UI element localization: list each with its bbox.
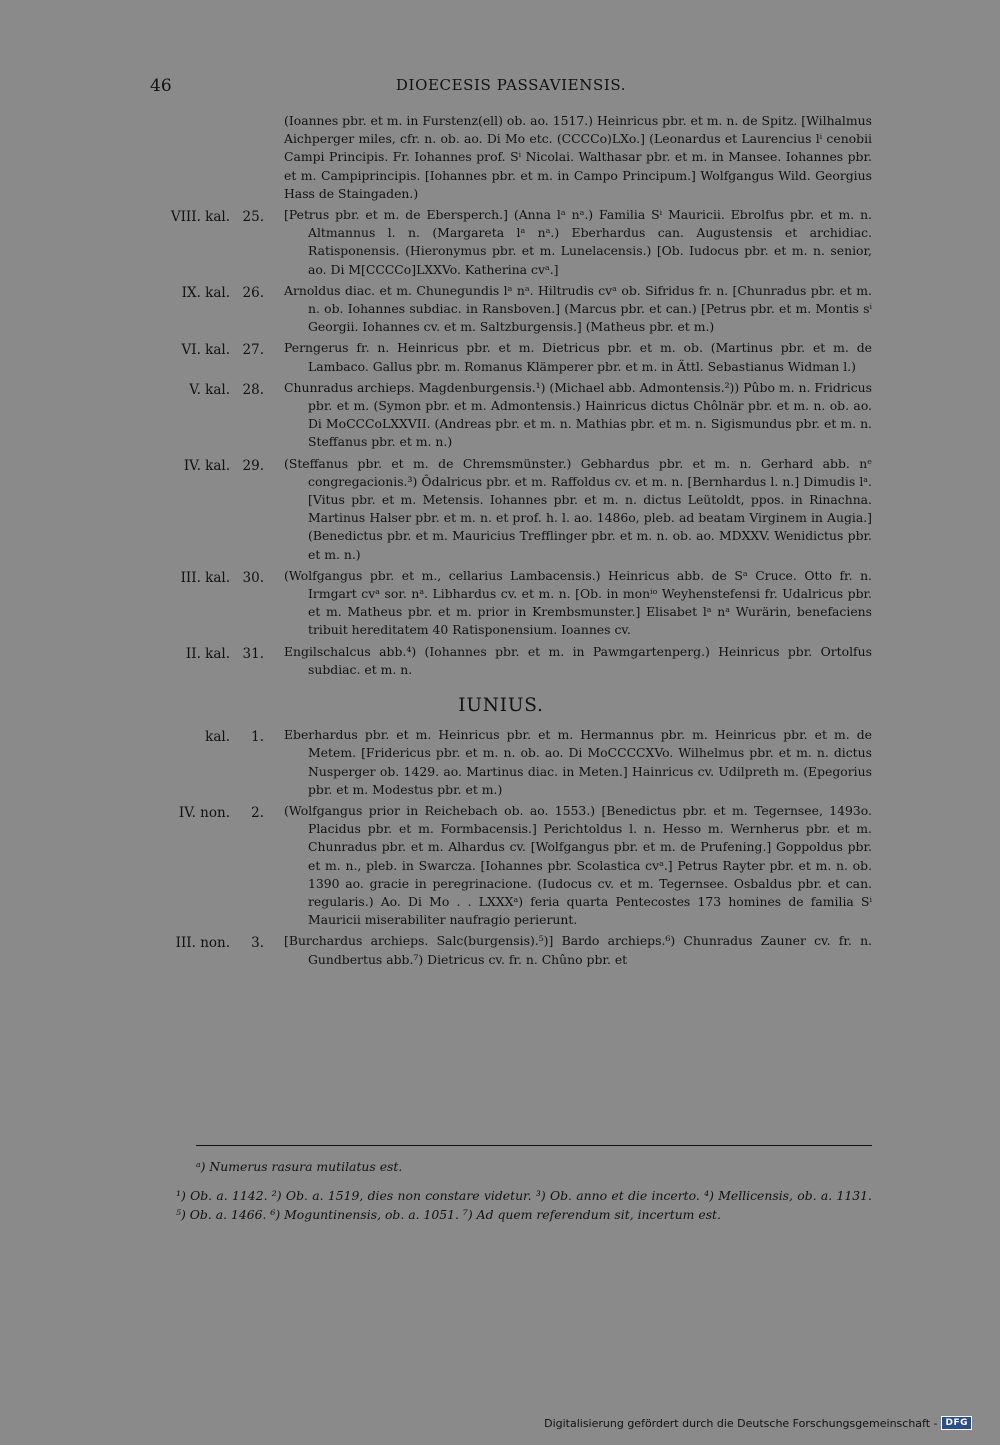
entry-day: 29. [242, 457, 264, 474]
credit-text: Digitalisierung gefördert durch die Deutsche Forschungsgemeinschaft - [544, 1416, 938, 1430]
entry-date: IV. kal. [183, 457, 230, 474]
digitization-credit [544, 1415, 972, 1431]
entry-date: V. kal. [189, 381, 230, 398]
page-header [150, 76, 872, 100]
entry-date: II. kal. [185, 645, 230, 662]
may-entries [130, 112, 872, 679]
entry-day: 3. [251, 935, 264, 952]
entry-text: [Petrus pbr. et m. de Ebersperch.] (Anna lᵃ nᵃ.) Familia Sⁱ Mauricii. Ebrolfus pbr. et m. n. Altmannus l. n. (Margareta lᵃ nᵃ.) Eberhardus can. Augustensis et archidiac. Ratisponensis. (Hieronymus pbr. et m. Lunelacensis.) [Ob. Iudocus pbr. et m. n. senior, ao. Di M[CCCCo]LXXVo. Katherina cvᵃ.] [284, 207, 872, 277]
calendar-entry [130, 802, 872, 929]
footnotes: ¹) Ob. a. 1142. ²) Ob. a. 1519, dies non constare videtur. ³) Ob. anno et die incerto. ⁴) Mellicensis, ob. a. 1131. ⁵) Ob. a. 1466. ⁶) Moguntinensis, ob. a. 1051. ⁷) Ad quem referendum sit, incertum est. [176, 1188, 872, 1222]
entry-text: Arnoldus diac. et m. Chunegundis lᵃ nᵃ. Hiltrudis cvᵃ ob. Sifridus fr. n. [Chunradus pbr. et m. n. ob. Iohannes subdiac. in Ransboven.] (Marcus pbr. et can.) [Petrus pbr. et m. Montis sⁱ Georgii. Iohannes cv. et m. Saltzburgensis.] (Matheus pbr. et m.) [284, 282, 872, 335]
calendar-entry [130, 643, 872, 679]
entry-text: Eberhardus pbr. et m. Heinricus pbr. et m. Hermannus pbr. m. Heinricus pbr. et m. de Metem. [Fridericus pbr. et m. n. ob. ao. Di MoCCCCXVo. Wilhelmus pbr. et m. n. dictus Nusperger ob. 1429. ao. Martinus diac. in Meten.] Hainricus cv. Udilpreth m. (Epegorius pbr. et m. Modestus pbr. et m.) [284, 727, 872, 797]
entry-text: (Wolfgangus prior in Reichebach ob. ao. 1553.) [Benedictus pbr. et m. Tegernsee, 1493o. Placidus pbr. et m. Formbacensis.] Perichtoldus l. n. Hesso m. Wernherus pbr. et m. Chunradus pbr. et m. Alhardus cv. [Wolfgangus pbr. et m. de Prufening.] Goppoldus pbr. et m. n., pleb. in Swarcza. [Iohannes pbr. Scolastica cvᵃ.] Petrus Rayter pbr. et m. n. ob. 1390 ao. gracie in peregrinacione. (Iudocus cv. et m. Tegernsee. Osbaldus pbr. et can. regularis.) Ao. Di Mo . . LXXXᵃ) feria quarta Pentecostes 173 homines de familia Sⁱ Mauricii miserabiliter naufragio perierunt. [284, 802, 872, 928]
entry-day: 31. [242, 645, 264, 662]
entry-day: 28. [242, 381, 264, 398]
entry-text: Chunradus archieps. Magdenburgensis.¹) (Michael abb. Admontensis.²)) Pûbo m. n. Fridricus pbr. et m. (Symon pbr. et m. Admontensis.) Hainricus dictus Chôlnär pbr. et m. n. ob. ao. Di MoCCCoLXXVII. (Andreas pbr. et m. n. Mathias pbr. et m. n. Sigismundus pbr. et m. n. Steffanus pbr. et m. n.) [284, 379, 872, 450]
calendar-entry [130, 112, 872, 203]
dfg-logo: DFG [941, 1416, 972, 1430]
entry-day: 2. [251, 804, 264, 821]
entry-date: VIII. kal. [170, 209, 230, 226]
entry-date: IX. kal. [181, 284, 230, 301]
footnote-a: ᵃ) Numerus rasura mutilatus est. [196, 1159, 403, 1174]
page-number: 46 [150, 76, 172, 96]
footnote-rule [196, 1145, 872, 1146]
entry-date: III. kal. [180, 569, 230, 586]
entry-text: Engilschalcus abb.⁴) (Iohannes pbr. et m. in Pawmgartenperg.) Heinricus pbr. Ortolfus subdiac. et m. n. [284, 643, 872, 677]
calendar-entry [130, 282, 872, 337]
entry-day: 25. [242, 209, 264, 226]
calendar-entry [130, 932, 872, 968]
june-entries [130, 726, 872, 969]
entry-day: 27. [242, 342, 264, 359]
calendar-entry [130, 726, 872, 799]
calendar-entry [130, 455, 872, 564]
entry-date: VI. kal. [181, 342, 230, 359]
entry-text: [Burchardus archieps. Salc(burgensis).⁵)] Bardo archieps.⁶) Chunradus Zauner cv. fr. n. Gundbertus abb.⁷) Dietricus cv. fr. n. Chûno pbr. et [284, 933, 872, 967]
calendar-entry [130, 567, 872, 640]
entry-date: III. non. [175, 935, 230, 952]
entry-day: 26. [242, 284, 264, 301]
entry-text: (Wolfgangus pbr. et m., cellarius Lambacensis.) Heinricus abb. de Sᵃ Cruce. Otto fr. n. Irmgart cvᵃ sor. nᵃ. Libhardus cv. et m. n. [Ob. in monⁱᵒ Weyhenstefensi fr. Udalricus pbr. et m. Matheus pbr. et m. prior in Krembsmunster.] Elisabet lᵃ nᵃ Wurärin, benefaciens tribuit hereditatem 40 Ratisponensium. Ioannes cv. [284, 567, 872, 638]
entry-day: 1. [251, 729, 264, 746]
calendar-entry [130, 379, 872, 452]
running-head: DIOECESIS PASSAVIENSIS. [395, 76, 627, 94]
entry-date: IV. non. [178, 804, 230, 821]
entry-day: 30. [242, 569, 264, 586]
calendar-entry [130, 206, 872, 279]
calendar-entry [130, 339, 872, 375]
entry-date: kal. [205, 729, 230, 746]
entry-text: (Ioannes pbr. et m. in Furstenz(ell) ob. ao. 1517.) Heinricus pbr. et m. n. de Spitz. [Wilhalmus Aichperger miles, cfr. n. ob. ao. Di Mo etc. (CCCCo)LXo.] (Leonardus et Laurencius lⁱ cenobii Campi Principis. Fr. Iohannes prof. Sⁱ Nicolai. Walthasar pbr. et m. in Mansee. Iohannes pbr. et m. Campiprincipis. [Iohannes pbr. et m. in Campo Principum.] Wolfgangus Wild. Georgius Hass de Staingaden.) [284, 113, 872, 201]
entry-text: Perngerus fr. n. Heinricus pbr. et m. Dietricus pbr. et m. ob. (Martinus pbr. et m. de Lambaco. Gallus pbr. m. Romanus Klämperer pbr. et m. in Ättl. Sebastianus Widman l.) [284, 340, 872, 374]
month-title: IUNIUS. [458, 695, 544, 717]
entry-text: (Steffanus pbr. et m. de Chremsmünster.) Gebhardus pbr. et m. n. Gerhard abb. nᵉ congregacionis.³) Ôdalricus pbr. et m. Raffoldus cv. et m. n. [Bernhardus l. n.] Dimudis lᵃ. [Vitus pbr. et m. Metensis. Iohannes pbr. et m. n. dictus Leütoldt, ppos. in Rinachna. Martinus Halser pbr. et m. n. et prof. h. l. ao. 1486o, pleb. ad beatam Virginem in Augia.] (Benedictus pbr. et m. Mauricius Trefflinger pbr. et m. n. ob. ao. MDXXV. Wenidictus pbr. et m. n.) [284, 455, 872, 562]
calendar-body [130, 112, 872, 972]
